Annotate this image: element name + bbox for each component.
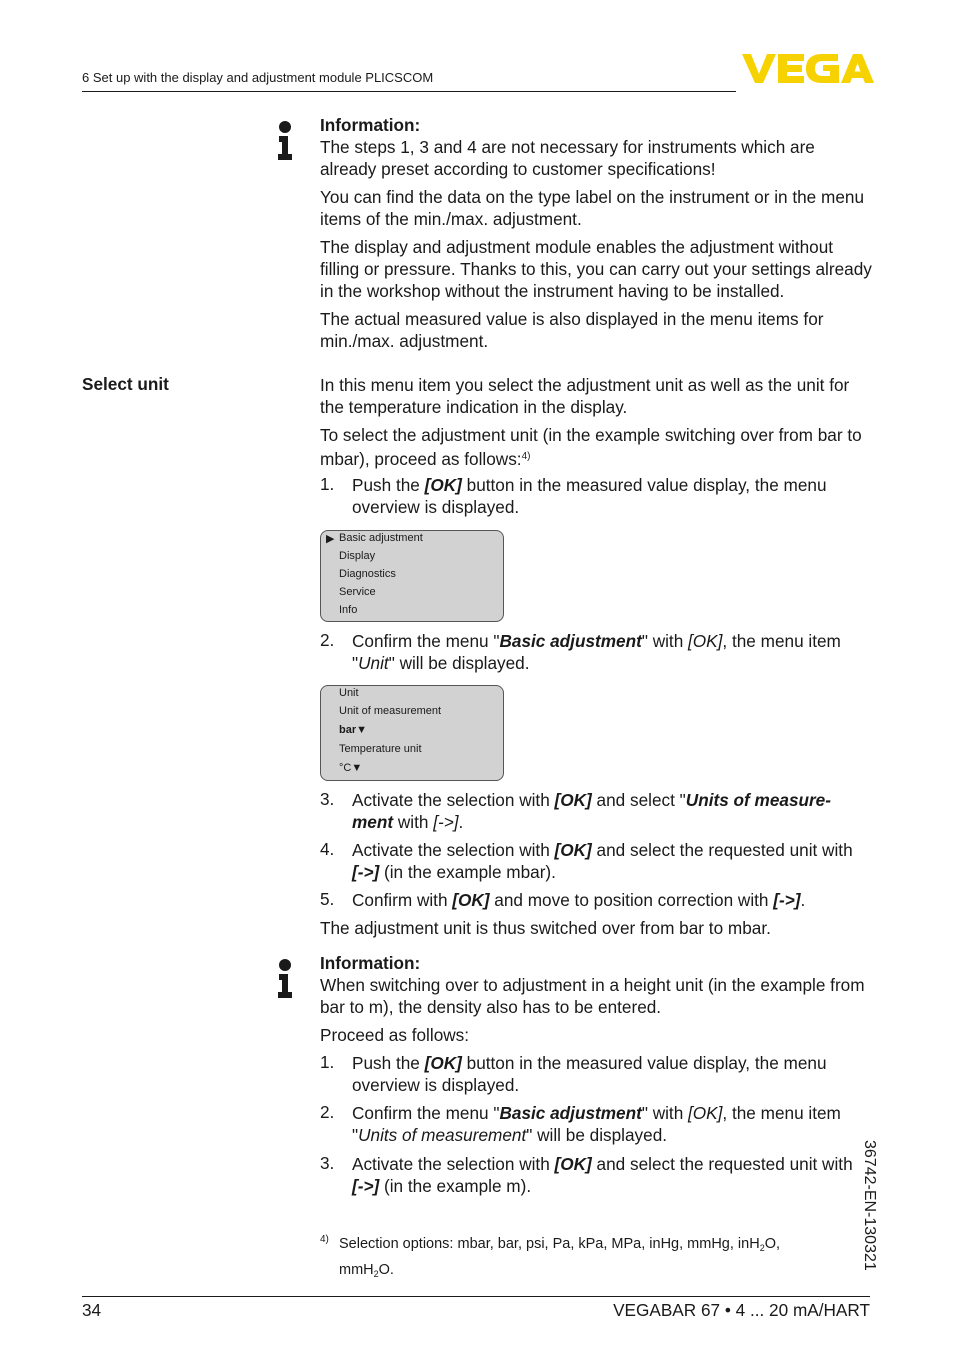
footer-rule bbox=[82, 1296, 870, 1297]
step-text: Confirm the menu "Basic adjustment" with [OK], the menu item "Unit" will be displayed. bbox=[352, 631, 841, 673]
menu-item: Temperature unit bbox=[339, 743, 422, 755]
menu-heading: Unit bbox=[339, 687, 359, 699]
info-paragraph: The steps 1, 3 and 4 are not necessary for instruments which are already preset according to customer specifications! bbox=[320, 137, 815, 179]
step-number: 1. bbox=[320, 1052, 335, 1072]
information-icon bbox=[277, 121, 293, 161]
info-paragraph: You can find the data on the type label on the instrument or in the menu items of the min./max. adjustment. bbox=[320, 187, 865, 229]
temperature-value: °C▼ bbox=[339, 762, 363, 774]
document-code: 36742-EN-130321 bbox=[861, 1140, 878, 1271]
info-title: Information: bbox=[320, 115, 421, 135]
menu-item: Display bbox=[339, 550, 376, 562]
information-icon bbox=[277, 959, 293, 999]
step-text: Activate the selection with [OK] and select "Units of measure- ment with [->]. bbox=[352, 790, 831, 832]
unit-value: bar▼ bbox=[339, 724, 368, 736]
step-text: Activate the selection with [OK] and select the requested unit with [->] (in the example m). bbox=[352, 1154, 853, 1196]
step-number: 2. bbox=[320, 1102, 335, 1122]
selection-arrow-icon: ▶ bbox=[326, 533, 335, 545]
step-text: Push the [OK] button in the measured value display, the menu overview is displayed. bbox=[352, 475, 827, 517]
vega-logo bbox=[742, 52, 874, 84]
footnote-text: Selection options: mbar, bar, psi, Pa, kPa, MPa, inHg, mmHg, inH$_2$O, mmH$_2$O. bbox=[339, 1236, 781, 1279]
product-name: VEGABAR 67 • 4 ... 20 mA/HART bbox=[613, 1300, 870, 1320]
header-rule bbox=[82, 91, 736, 92]
procedure-paragraph: To select the adjustment unit (in the example switching over from bar to mbar), proceed as follows:$^{4)}$ bbox=[320, 425, 862, 469]
result-paragraph: The adjustment unit is thus switched over from bar to mbar. bbox=[320, 918, 771, 938]
info-paragraph: The display and adjustment module enables the adjustment without filling or pressure. Thanks to this, you can carry out your settings already in the workshop without the instrument having to be installed. bbox=[320, 237, 872, 301]
step-text: Activate the selection with [OK] and select the requested unit with [->] (in the example mbar). bbox=[352, 840, 853, 882]
info-title: Information: bbox=[320, 953, 421, 973]
display-menu-overview bbox=[320, 530, 504, 622]
menu-item: Basic adjustment bbox=[339, 532, 423, 544]
step-text: Confirm with [OK] and move to position correction with [->]. bbox=[352, 890, 806, 910]
menu-item: Unit of measurement bbox=[339, 705, 442, 717]
menu-item: Info bbox=[339, 604, 358, 616]
page-number: 34 bbox=[82, 1300, 102, 1320]
step-text: Confirm the menu "Basic adjustment" with [OK], the menu item "Units of measurement" will be displayed. bbox=[352, 1103, 841, 1145]
step-number: 3. bbox=[320, 1153, 335, 1173]
step-number: 3. bbox=[320, 789, 335, 809]
info-paragraph: The actual measured value is also displayed in the menu items for min./max. adjustment. bbox=[320, 309, 824, 351]
step-number: 5. bbox=[320, 889, 335, 909]
step-number: 4. bbox=[320, 839, 335, 859]
header-section-title: 6 Set up with the display and adjustment module PLICSCOM bbox=[82, 70, 434, 85]
menu-item: Service bbox=[339, 586, 376, 598]
step-number: 1. bbox=[320, 474, 335, 494]
footnote-ref: 4) bbox=[521, 451, 531, 462]
info-paragraph: Proceed as follows: bbox=[320, 1025, 470, 1045]
display-unit-menu bbox=[320, 685, 504, 781]
section-label-select-unit: Select unit bbox=[82, 374, 169, 394]
menu-item: Diagnostics bbox=[339, 568, 396, 580]
intro-paragraph: In this menu item you select the adjustment unit as well as the unit for the temperature indication in the display. bbox=[320, 375, 850, 417]
step-text: Push the [OK] button in the measured value display, the menu overview is displayed. bbox=[352, 1053, 827, 1095]
footnote-marker: 4) bbox=[320, 1234, 329, 1245]
step-number: 2. bbox=[320, 630, 335, 650]
info-paragraph: When switching over to adjustment in a height unit (in the example from bar to m), the density also has to be entered. bbox=[320, 975, 865, 1017]
